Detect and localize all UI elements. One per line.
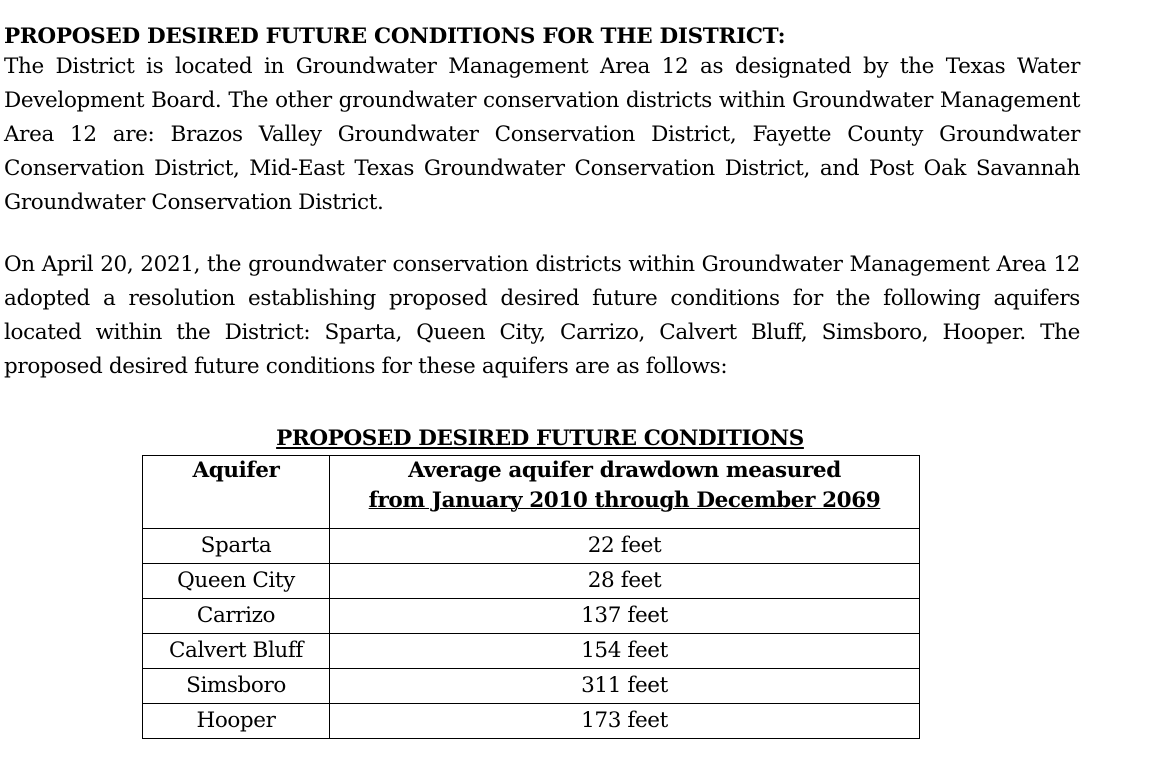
document-body [4, 22, 1080, 384]
table-row [143, 599, 920, 634]
table-row [143, 634, 920, 669]
aquifer-cell: Carrizo [143, 599, 330, 634]
drawdown-cell: 311 feet [330, 669, 920, 704]
aquifer-cell: Queen City [143, 564, 330, 599]
aquifer-cell: Hooper [143, 704, 330, 739]
desired-future-conditions-table [142, 455, 920, 739]
drawdown-cell: 154 feet [330, 634, 920, 669]
table-title: PROPOSED DESIRED FUTURE CONDITIONS [276, 426, 804, 451]
table-row [143, 704, 920, 739]
paragraph-resolution: On April 20, 2021, the groundwater conservation districts within Groundwater Management Area 12 adopted a resolution establishing proposed desired future conditions for the following aquifers located within the District: Sparta, Queen City, Carrizo, Calvert Bluff, Simsboro, Hooper. The proposed desired future conditions for these aquifers are as follows: [4, 252, 1080, 379]
drawdown-cell: 22 feet [330, 529, 920, 564]
section-heading: PROPOSED DESIRED FUTURE CONDITIONS FOR THE DISTRICT: [4, 24, 786, 49]
aquifer-cell: Simsboro [143, 669, 330, 704]
header-drawdown-line2: from January 2010 through December 2069 [368, 488, 881, 513]
table-row [143, 564, 920, 599]
aquifer-cell: Calvert Bluff [143, 634, 330, 669]
drawdown-cell: 173 feet [330, 704, 920, 739]
header-aquifer: Aquifer [143, 456, 330, 529]
paragraph-location: The District is located in Groundwater Management Area 12 as designated by the Texas Water Development Board. The other groundwater conservation districts within Groundwater Management Area 12 are: Brazos Valley Groundwater Conservation District, Fayette County Groundwater Conservation District, Mid-East Texas Groundwater Conservation District, and Post Oak Savannah Groundwater Conservation District. [4, 54, 1080, 215]
table-header-row [143, 456, 920, 529]
drawdown-cell: 28 feet [330, 564, 920, 599]
aquifer-cell: Sparta [143, 529, 330, 564]
drawdown-cell: 137 feet [330, 599, 920, 634]
header-drawdown-line1: Average aquifer drawdown measured [408, 458, 841, 483]
table-row [143, 669, 920, 704]
table-row [143, 529, 920, 564]
header-drawdown [330, 456, 920, 529]
